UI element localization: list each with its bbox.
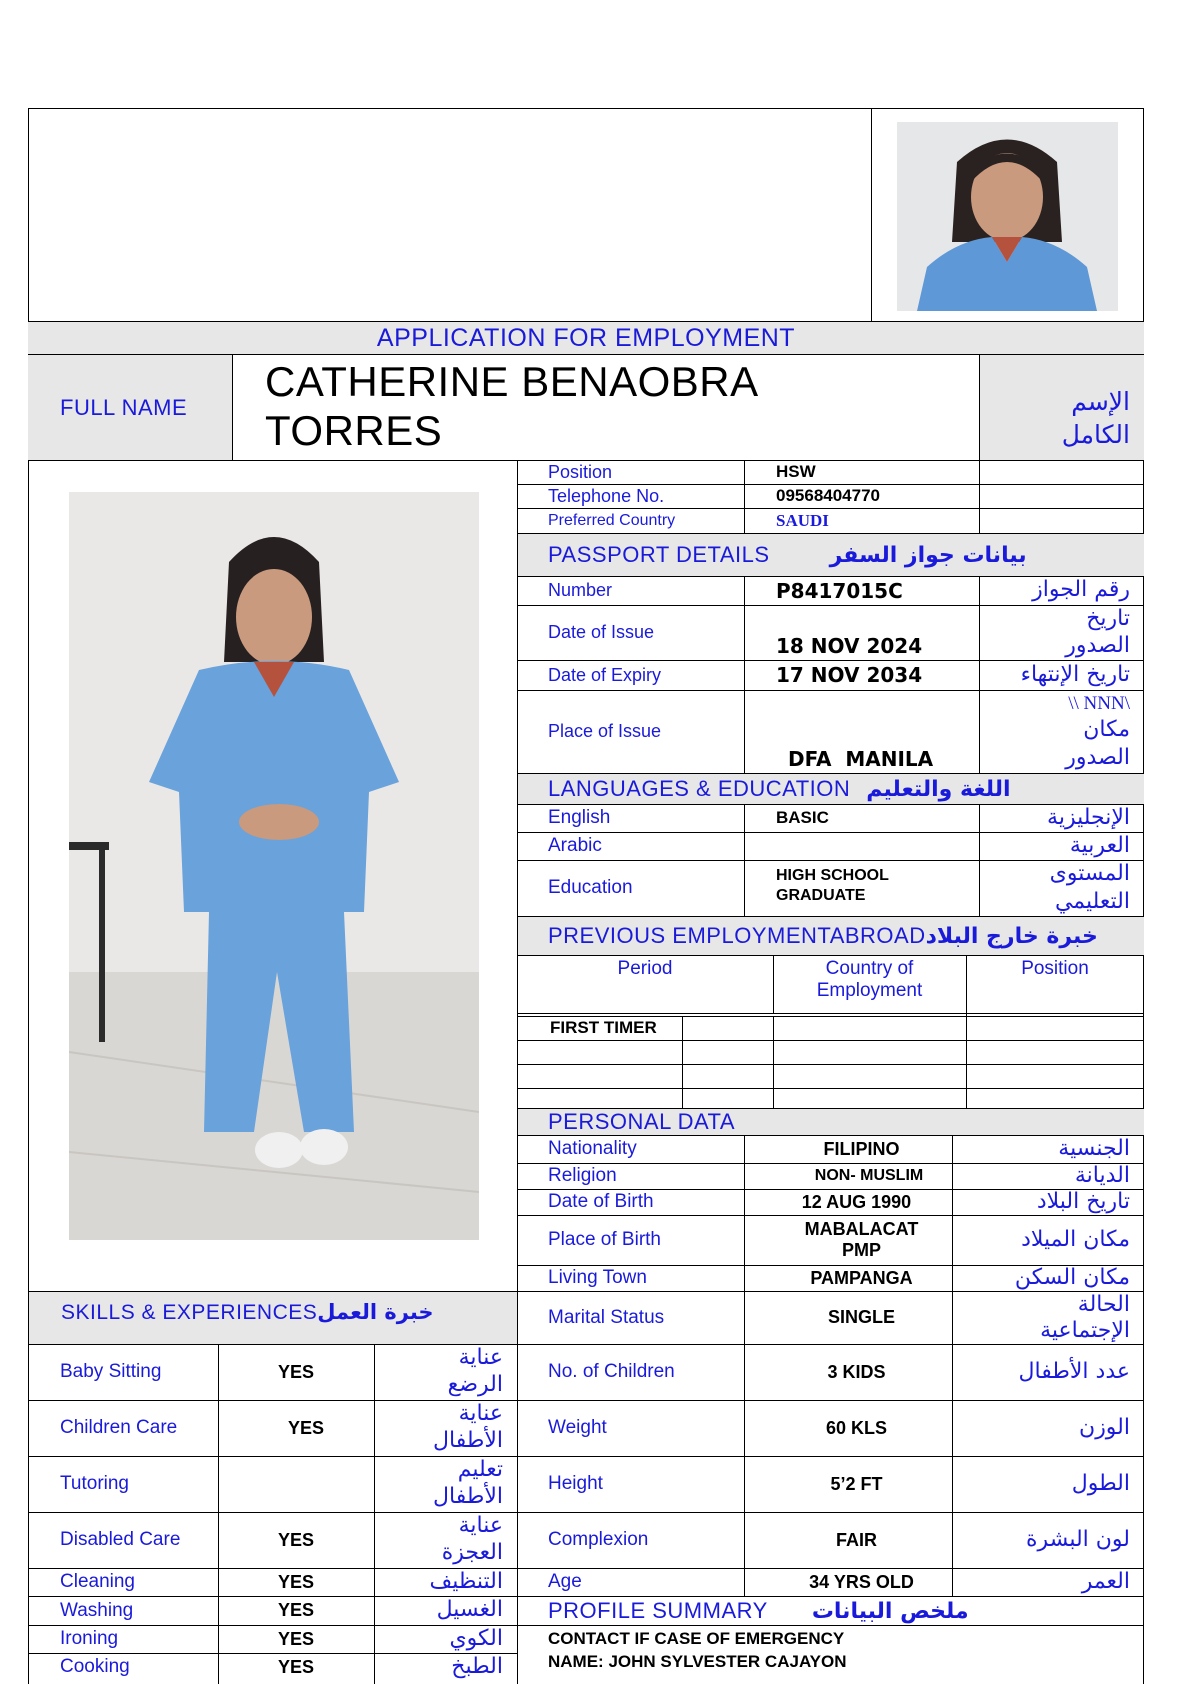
full-name-ar1: الإسم (1071, 387, 1130, 416)
line (744, 1135, 745, 1596)
place-label: Place of Issue (548, 721, 662, 741)
marital-ar2: الإجتماعية (1040, 1318, 1130, 1343)
washing-label: Washing (60, 1599, 134, 1621)
height-label: Height (548, 1473, 603, 1494)
full-body-photo (69, 492, 479, 1240)
previous-heading-text: PREVIOUS EMPLOYMENTABROAD (548, 923, 926, 948)
profile-line2: NAME: JOHN SYLVESTER CAJAYON (548, 1652, 847, 1671)
country-label: Preferred Country (548, 511, 676, 529)
cooking-ar: الطبخ (451, 1653, 503, 1679)
line (517, 1088, 1144, 1089)
baby-ar2: الرضع (447, 1372, 503, 1397)
ironing-value: YES (277, 1628, 315, 1649)
english-ar: الإنجليزية (1047, 804, 1130, 830)
previous-heading-ar: خبرة خارج البلاد (925, 923, 1098, 949)
expiry-label: Date of Expiry (548, 664, 662, 685)
baby-value: YES (277, 1361, 315, 1382)
baby-label: Baby Sitting (60, 1361, 162, 1382)
col-period: Period (617, 958, 673, 979)
pob-value-cell (744, 1219, 979, 1263)
nationality-value: FILIPINO (823, 1138, 900, 1159)
first-timer: FIRST TIMER (550, 1018, 657, 1037)
passport-heading-text: PASSPORT DETAILS (548, 542, 770, 567)
line (517, 1013, 1144, 1014)
col-country (773, 958, 966, 1012)
height-value: 5’2 FT (830, 1473, 883, 1494)
line (979, 576, 980, 773)
line (966, 955, 967, 1108)
skills-heading (29, 1292, 517, 1344)
passport-number-value: P8417015C (776, 578, 903, 603)
disabled-ar-cell (374, 1512, 517, 1568)
expiry-ar: تاريخ الإنتهاء (1020, 661, 1130, 687)
english-label: English (548, 807, 611, 828)
profile-heading-ar: ملخص البيانات (811, 1598, 969, 1624)
form-title (28, 321, 1144, 355)
passport-heading (518, 534, 1144, 576)
skills-heading-ar: خبرة العمل (317, 1300, 434, 1324)
tutoring-ar1: تعليم (457, 1457, 503, 1482)
age-label: Age (548, 1571, 582, 1592)
education-value2: GRADUATE (776, 887, 866, 904)
issue-ar-cell (979, 605, 1144, 660)
place-ar-cell (979, 692, 1144, 773)
line (744, 576, 745, 773)
line (744, 804, 745, 916)
col-position: Position (1021, 958, 1089, 979)
line (517, 1625, 1144, 1626)
washing-value: YES (277, 1600, 315, 1620)
ironing-ar: الكوي (449, 1625, 503, 1651)
issue-ar1: تاريخ (1086, 606, 1130, 631)
disabled-ar2: العجزة (441, 1540, 503, 1565)
position-label: Position (548, 461, 613, 482)
line (773, 955, 774, 1013)
full-name-value-cell (233, 355, 979, 460)
children-value: 3 KIDS (827, 1361, 886, 1382)
skills-heading-text: SKILLS & EXPERIENCES (61, 1301, 318, 1324)
baby-ar1: عناية (458, 1345, 503, 1370)
line (517, 955, 1144, 956)
town-value: PAMPANGA (810, 1267, 913, 1288)
passport-number-label: Number (548, 580, 613, 600)
cleaning-value: YES (277, 1571, 315, 1592)
complexion-ar: لون البشرة (1026, 1526, 1130, 1552)
portrait-image-icon (897, 122, 1118, 311)
line (979, 804, 980, 916)
religion-label: Religion (548, 1165, 617, 1186)
arabic-label: Arabic (548, 835, 602, 856)
cleaning-ar: التنظيف (429, 1568, 503, 1594)
height-ar: الطول (1071, 1470, 1130, 1496)
education-ar2: التعليمي (1054, 889, 1130, 914)
personal-heading (518, 1109, 1144, 1135)
ironing-label: Ironing (60, 1628, 119, 1649)
cooking-value: YES (277, 1656, 315, 1677)
disabled-label: Disabled Care (60, 1529, 181, 1550)
childcare-ar-cell (374, 1400, 517, 1456)
weight-ar: الوزن (1079, 1414, 1130, 1440)
position-value: HSW (776, 462, 816, 481)
marital-ar1: الحالة (1077, 1292, 1130, 1317)
expiry-value: 17 NOV 2034 (776, 663, 923, 687)
children-label: No. of Children (548, 1361, 675, 1382)
education-label: Education (548, 877, 633, 898)
line (952, 1135, 953, 1596)
place-value: DFA MANILA (788, 747, 934, 771)
dob-ar: تاريخ البلاد (1036, 1188, 1130, 1214)
tutoring-ar-cell (374, 1456, 517, 1512)
languages-heading (518, 774, 1144, 804)
full-name-ar-cell (979, 355, 1144, 460)
children-ar: عدد الأطفال (1018, 1358, 1130, 1384)
education-ar-cell (979, 860, 1144, 916)
disabled-value: YES (277, 1529, 315, 1550)
profile-line1: CONTACT IF CASE OF EMERGENCY (548, 1629, 845, 1648)
education-value1: HIGH SCHOOL (776, 867, 889, 884)
profile-heading (518, 1597, 1144, 1625)
weight-label: Weight (548, 1417, 607, 1438)
pob-value2: PMP (841, 1240, 881, 1260)
line (744, 460, 745, 534)
col-country2: Employment (816, 980, 923, 1001)
age-ar: العمر (1081, 1568, 1130, 1594)
dob-label: Date of Birth (548, 1191, 654, 1212)
pob-ar: مكان الميلاد (1021, 1226, 1130, 1252)
complexion-value: FAIR (835, 1529, 877, 1550)
languages-heading-text: LANGUAGES & EDUCATION (548, 776, 851, 801)
education-value-cell (768, 866, 978, 914)
line (517, 460, 518, 1684)
childcare-ar2: الأطفال (433, 1428, 503, 1453)
line (517, 1064, 1144, 1065)
baby-ar-cell (374, 1344, 517, 1400)
arabic-value (768, 832, 978, 860)
childcare-ar1: عناية (458, 1401, 503, 1426)
full-name-line2: TORRES (265, 407, 443, 454)
issue-label: Date of Issue (548, 622, 655, 642)
country-value: SAUDI (776, 510, 829, 530)
passport-number-ar: رقم الجواز (1032, 577, 1130, 603)
arabic-ar: العربية (1069, 832, 1130, 858)
line (517, 1040, 1144, 1041)
religion-ar: الديانة (1074, 1162, 1130, 1188)
header-divider (871, 108, 872, 321)
issue-ar2: الصدور (1065, 633, 1130, 658)
tutoring-label: Tutoring (60, 1473, 129, 1494)
nationality-label: Nationality (548, 1138, 637, 1159)
line (773, 1016, 774, 1108)
town-ar: مكان السكن (1014, 1264, 1130, 1290)
dob-value: 12 AUG 1990 (801, 1191, 912, 1212)
profile-body (548, 1627, 1138, 1677)
childcare-value: YES (287, 1417, 325, 1438)
pob-value1: MABALACAT (804, 1219, 919, 1239)
place-extra: \\ NNN\ (1068, 693, 1130, 714)
tutoring-ar2: الأطفال (433, 1484, 503, 1509)
line (979, 460, 980, 534)
english-value: BASIC (776, 808, 829, 827)
cleaning-label: Cleaning (60, 1571, 135, 1592)
full-name-ar2: الكامل (1061, 420, 1130, 449)
childcare-label: Children Care (60, 1417, 178, 1438)
marital-ar-cell (952, 1292, 1144, 1344)
marital-label: Marital Status (548, 1306, 665, 1328)
profile-heading-text: PROFILE SUMMARY (548, 1598, 768, 1623)
form-title-text: APPLICATION FOR EMPLOYMENT (376, 323, 796, 352)
issue-value: 18 NOV 2024 (776, 634, 923, 658)
place-ar1: مكان (1083, 717, 1130, 742)
passport-heading-ar: بيانات جواز السفر (829, 542, 1027, 568)
col-country1: Country of (825, 958, 914, 979)
town-label: Living Town (548, 1267, 647, 1288)
washing-ar: الغسيل (436, 1597, 503, 1623)
religion-value: NON- MUSLIM (814, 1167, 924, 1184)
languages-heading-ar: اللغة والتعليم (866, 776, 1011, 802)
age-value: 34 YRS OLD (809, 1571, 914, 1592)
tutoring-value (218, 1456, 374, 1512)
telephone-label: Telephone No. (548, 485, 665, 506)
portrait-photo (897, 122, 1118, 311)
place-ar2: الصدور (1065, 745, 1130, 770)
education-ar1: المستوى (1049, 861, 1130, 886)
weight-value: 60 KLS (825, 1417, 888, 1438)
pob-label: Place of Birth (548, 1229, 661, 1250)
previous-heading (518, 917, 1144, 955)
cooking-label: Cooking (60, 1656, 130, 1677)
nationality-ar: الجنسية (1058, 1135, 1130, 1161)
full-body-image-icon (69, 492, 479, 1240)
telephone-value: 09568404770 (776, 486, 881, 505)
marital-value: SINGLE (827, 1307, 895, 1327)
full-name-label: FULL NAME (60, 394, 188, 420)
personal-heading-text: PERSONAL DATA (548, 1109, 736, 1134)
full-name-line1: CATHERINE BENAOBRA (265, 358, 759, 405)
disabled-ar1: عناية (458, 1513, 503, 1538)
full-name-label-cell (28, 355, 233, 460)
line (682, 1016, 683, 1108)
complexion-label: Complexion (548, 1529, 649, 1550)
